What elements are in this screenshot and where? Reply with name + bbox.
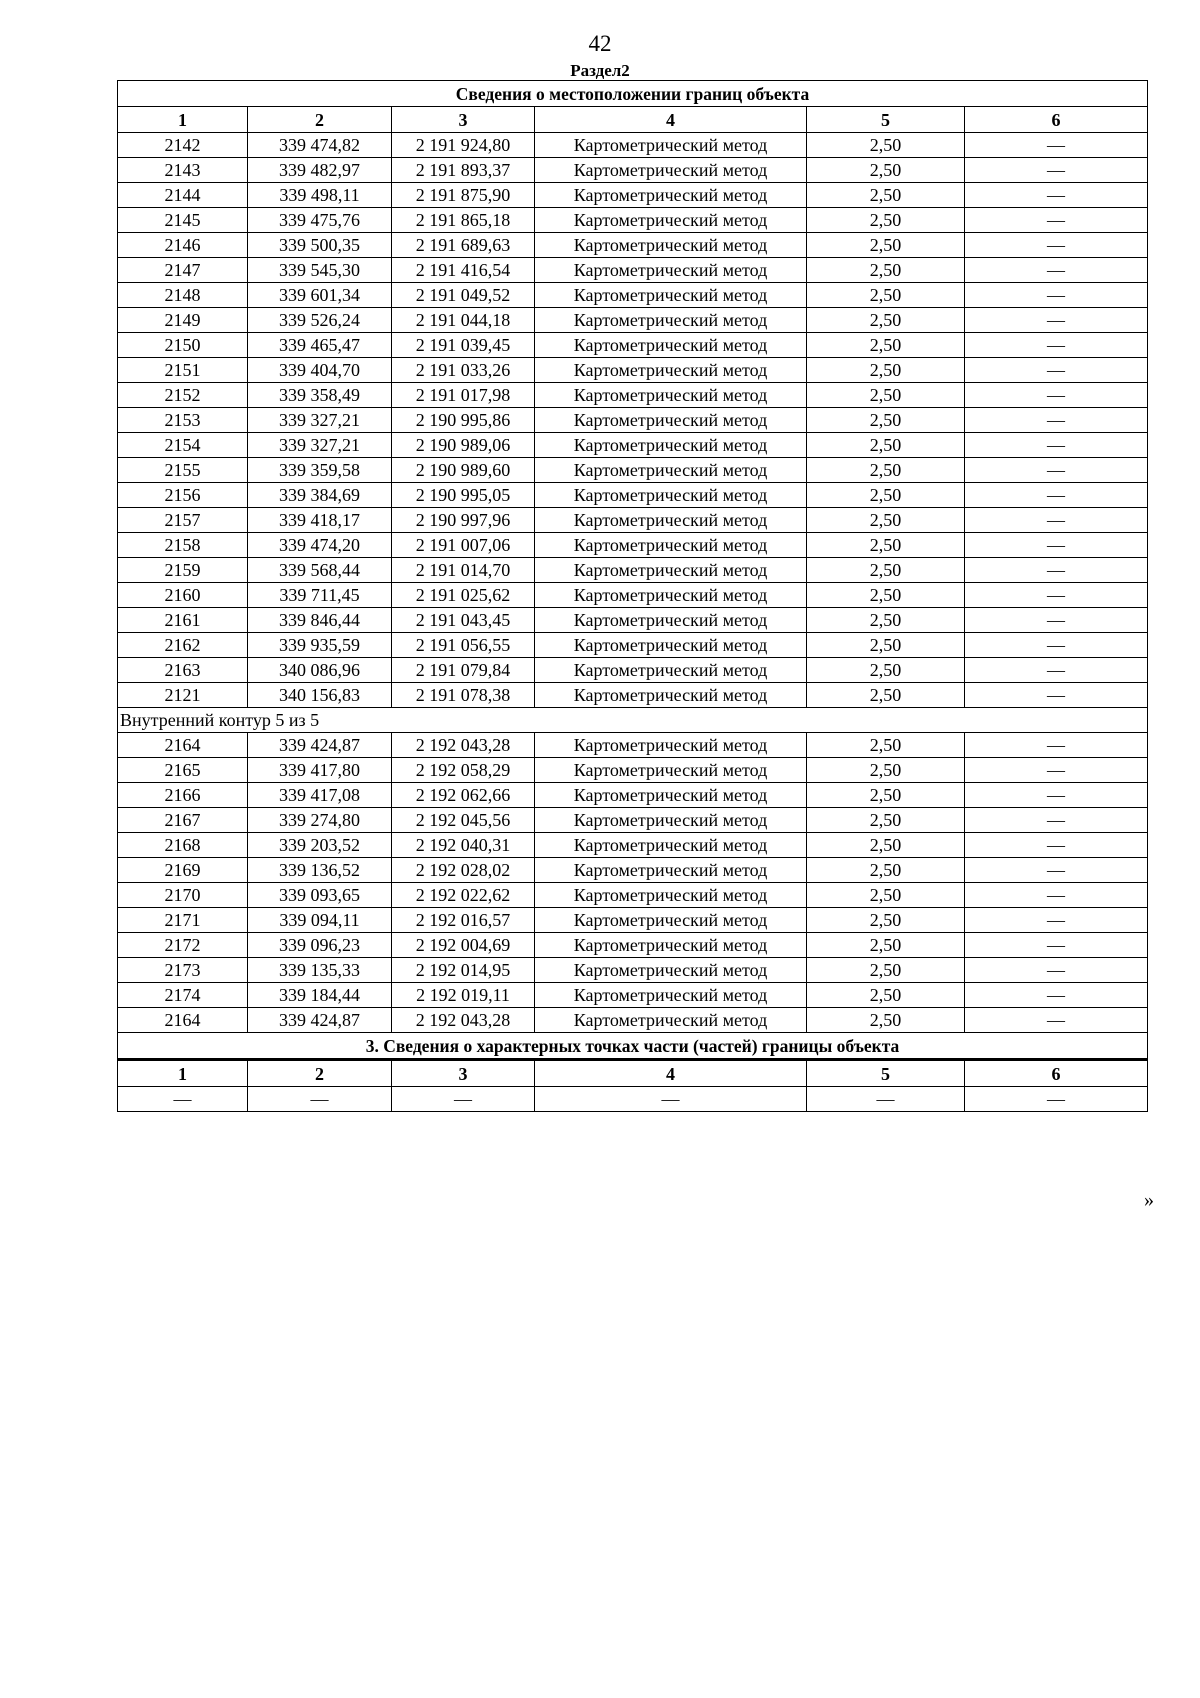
table-cell: 2 191 025,62 [392,583,535,608]
table-cell: Картометрический метод [535,458,807,483]
table-cell: Картометрический метод [535,208,807,233]
table-cell: 339 135,33 [248,958,392,983]
table-row [118,733,1148,758]
column-header: 1 [118,1060,248,1087]
table-cell: 2,50 [807,533,965,558]
table-cell: 2164 [118,1008,248,1033]
table-cell: 2 192 019,11 [392,983,535,1008]
table-title: Сведения о местоположении границ объекта [118,81,1148,107]
table-cell: 2163 [118,658,248,683]
table-cell: — [965,858,1148,883]
table-row [118,383,1148,408]
table-cell: — [535,1087,807,1112]
contour-label: Внутренний контур 5 из 5 [118,708,1148,733]
table-cell: 2,50 [807,508,965,533]
table-cell: 2 191 893,37 [392,158,535,183]
table-cell: 2173 [118,958,248,983]
table-cell: 2 191 007,06 [392,533,535,558]
column-header: 2 [248,107,392,133]
table-cell: Картометрический метод [535,658,807,683]
section3-title: 3. Сведения о характерных точках части (частей) границы объекта [118,1033,1148,1060]
table-title-row [118,81,1148,107]
table-cell: Картометрический метод [535,383,807,408]
table-cell: 2,50 [807,283,965,308]
table-cell: — [248,1087,392,1112]
table-cell: 2,50 [807,258,965,283]
table-cell: Картометрический метод [535,408,807,433]
table-cell: 339 417,08 [248,783,392,808]
table-cell: — [965,183,1148,208]
table-row [118,758,1148,783]
table-cell: 339 094,11 [248,908,392,933]
table-cell: 2,50 [807,133,965,158]
table-cell: — [965,508,1148,533]
table-cell: 339 568,44 [248,558,392,583]
table-row [118,308,1148,333]
table-cell: 2,50 [807,908,965,933]
table-cell: — [807,1087,965,1112]
table-cell: 2 192 058,29 [392,758,535,783]
table-cell: — [965,983,1148,1008]
table-row [118,583,1148,608]
column-header: 5 [807,1060,965,1087]
column-header: 4 [535,107,807,133]
table-cell: 2,50 [807,883,965,908]
table-cell: 2161 [118,608,248,633]
table-cell: 2 191 078,38 [392,683,535,708]
table-cell: Картометрический метод [535,883,807,908]
table-row [118,933,1148,958]
table-row [118,833,1148,858]
table-cell: — [965,1008,1148,1033]
table-cell: 339 327,21 [248,433,392,458]
table-cell: 339 601,34 [248,283,392,308]
table-cell: 2 191 056,55 [392,633,535,658]
table-cell: — [965,1087,1148,1112]
table-cell: 339 424,87 [248,1008,392,1033]
table-row [118,483,1148,508]
table-cell: 2 192 004,69 [392,933,535,958]
table-row [118,883,1148,908]
column-header: 4 [535,1060,807,1087]
table-cell: 340 086,96 [248,658,392,683]
table-cell: 2164 [118,733,248,758]
table-row [118,858,1148,883]
table-cell: Картометрический метод [535,533,807,558]
table-cell: 339 545,30 [248,258,392,283]
table-row [118,958,1148,983]
table-cell: 339 093,65 [248,883,392,908]
table-cell: 2 191 014,70 [392,558,535,583]
column-header: 2 [248,1060,392,1087]
table-cell: Картометрический метод [535,633,807,658]
table-cell: Картометрический метод [535,133,807,158]
table-cell: 2148 [118,283,248,308]
table-cell: 339 526,24 [248,308,392,333]
table-cell: 339 498,11 [248,183,392,208]
table-row [118,533,1148,558]
table-cell: 2174 [118,983,248,1008]
table-cell: 2 190 989,60 [392,458,535,483]
table-cell: 2,50 [807,983,965,1008]
table-cell: 2168 [118,833,248,858]
table-cell: 2,50 [807,558,965,583]
column-header: 1 [118,107,248,133]
table-cell: 2,50 [807,933,965,958]
table-cell: 2146 [118,233,248,258]
boundary-table [117,80,1148,1112]
table-cell: — [965,833,1148,858]
table-cell: 2,50 [807,633,965,658]
table-cell: — [965,308,1148,333]
table-cell: Картометрический метод [535,233,807,258]
column-header: 3 [392,1060,535,1087]
table-cell: — [965,533,1148,558]
table-cell: 2171 [118,908,248,933]
table-cell: 339 136,52 [248,858,392,883]
table-cell: — [965,483,1148,508]
table-cell: 2,50 [807,158,965,183]
table-row [118,683,1148,708]
table-cell: 339 474,20 [248,533,392,558]
table-row [118,133,1148,158]
table-cell: 2160 [118,583,248,608]
table-cell: — [118,1087,248,1112]
table-cell: 2 191 865,18 [392,208,535,233]
table-cell: 2162 [118,633,248,658]
table-cell: 2121 [118,683,248,708]
table-cell: — [965,883,1148,908]
table-cell: 2145 [118,208,248,233]
table-cell: 2,50 [807,208,965,233]
table-cell: Картометрический метод [535,958,807,983]
table-cell: Картометрический метод [535,858,807,883]
table-cell: — [965,383,1148,408]
table-cell: Картометрический метод [535,508,807,533]
table-cell: 2,50 [807,808,965,833]
table-cell: 2 192 028,02 [392,858,535,883]
table-cell: — [965,683,1148,708]
table-cell: 339 474,82 [248,133,392,158]
table-cell: 2 192 040,31 [392,833,535,858]
table-cell: 2158 [118,533,248,558]
contour-row [118,708,1148,733]
table-cell: 2 192 043,28 [392,733,535,758]
table-cell: 2 192 016,57 [392,908,535,933]
table-cell: — [965,233,1148,258]
table-cell: 2 192 043,28 [392,1008,535,1033]
column-header: 6 [965,107,1148,133]
table-cell: — [965,758,1148,783]
table-cell: 2 190 997,96 [392,508,535,533]
table-cell: — [965,258,1148,283]
table-cell: Картометрический метод [535,908,807,933]
table-row [118,658,1148,683]
table-row [118,433,1148,458]
table-cell: — [392,1087,535,1112]
table-cell: 2154 [118,433,248,458]
table-cell: 339 475,76 [248,208,392,233]
table-cell: 339 327,21 [248,408,392,433]
table-row [118,233,1148,258]
table-cell: — [965,583,1148,608]
table-cell: 2,50 [807,483,965,508]
table-cell: 2152 [118,383,248,408]
table-cell: 339 424,87 [248,733,392,758]
table-cell: 339 384,69 [248,483,392,508]
table-cell: 339 465,47 [248,333,392,358]
table-row [118,983,1148,1008]
table-cell: — [965,358,1148,383]
table-cell: 2 192 014,95 [392,958,535,983]
section-label: Раздел2 [570,61,630,80]
table-cell: Картометрический метод [535,1008,807,1033]
table-cell: 2 190 995,05 [392,483,535,508]
section3-header-row [118,1060,1148,1087]
table-row [118,333,1148,358]
table-cell: 2,50 [807,308,965,333]
table-cell: Картометрический метод [535,183,807,208]
table-cell: 2 191 416,54 [392,258,535,283]
table-cell: 2,50 [807,833,965,858]
table-cell: Картометрический метод [535,933,807,958]
table-row [118,208,1148,233]
table-cell: 2,50 [807,758,965,783]
table-cell: — [965,133,1148,158]
table-cell: 339 846,44 [248,608,392,633]
table-cell: — [965,408,1148,433]
table-cell: 339 184,44 [248,983,392,1008]
table-cell: — [965,608,1148,633]
table-cell: 2,50 [807,1008,965,1033]
table-row [118,258,1148,283]
table-cell: — [965,333,1148,358]
table-cell: 339 404,70 [248,358,392,383]
table-cell: 2153 [118,408,248,433]
table-cell: 2165 [118,758,248,783]
table-cell: 2,50 [807,458,965,483]
table-cell: 339 500,35 [248,233,392,258]
table-cell: Картометрический метод [535,308,807,333]
table-cell: 339 418,17 [248,508,392,533]
table-row [118,558,1148,583]
table-cell: — [965,908,1148,933]
table-cell: 339 274,80 [248,808,392,833]
table-cell: Картометрический метод [535,483,807,508]
table-cell: — [965,558,1148,583]
table-cell: Картометрический метод [535,433,807,458]
table-cell: 2 191 033,26 [392,358,535,383]
table-row [118,358,1148,383]
column-header: 3 [392,107,535,133]
table-cell: Картометрический метод [535,583,807,608]
table-cell: Картометрический метод [535,358,807,383]
column-header: 5 [807,107,965,133]
table-cell: 2,50 [807,583,965,608]
table-cell: 2,50 [807,433,965,458]
table-cell: Картометрический метод [535,683,807,708]
closing-quote: » [1144,1189,1154,1211]
table-cell: 2 191 043,45 [392,608,535,633]
table-cell: 2,50 [807,183,965,208]
section3-title-row [118,1033,1148,1060]
table-cell: 2 191 689,63 [392,233,535,258]
table-cell: Картометрический метод [535,833,807,858]
table-cell: — [965,283,1148,308]
table-cell: 2 190 995,86 [392,408,535,433]
table-row [118,158,1148,183]
table-row [118,1008,1148,1033]
table-cell: — [965,633,1148,658]
table-cell: 2 191 017,98 [392,383,535,408]
table-cell: 2 191 049,52 [392,283,535,308]
table-cell: 2156 [118,483,248,508]
table-cell: Картометрический метод [535,808,807,833]
table-cell: 2155 [118,458,248,483]
table-cell: — [965,933,1148,958]
table-cell: Картометрический метод [535,558,807,583]
table-cell: 2,50 [807,783,965,808]
table-cell: Картометрический метод [535,258,807,283]
table-cell: 2150 [118,333,248,358]
table-cell: Картометрический метод [535,758,807,783]
table-row [118,908,1148,933]
table-cell: 2 192 045,56 [392,808,535,833]
table-cell: 2,50 [807,608,965,633]
table-cell: Картометрический метод [535,733,807,758]
table-cell: 339 482,97 [248,158,392,183]
table-cell: Картометрический метод [535,983,807,1008]
table-cell: 2167 [118,808,248,833]
table-cell: 2142 [118,133,248,158]
table-row [118,183,1148,208]
table-row [118,808,1148,833]
table-cell: — [965,958,1148,983]
table-cell: 2 192 022,62 [392,883,535,908]
boundary-table-body [118,81,1148,1112]
table-cell: Картометрический метод [535,333,807,358]
table-cell: — [965,158,1148,183]
table-cell: Картометрический метод [535,783,807,808]
table-row [118,408,1148,433]
table-cell: 2147 [118,258,248,283]
table-row [118,1087,1148,1112]
table-cell: 340 156,83 [248,683,392,708]
table-cell: 339 935,59 [248,633,392,658]
table-cell: 2 191 875,90 [392,183,535,208]
table-cell: 2,50 [807,658,965,683]
header-row [118,107,1148,133]
table-cell: 2 191 039,45 [392,333,535,358]
table-cell: Картометрический метод [535,283,807,308]
table-cell: — [965,458,1148,483]
table-cell: 2 191 044,18 [392,308,535,333]
table-cell: 2,50 [807,858,965,883]
table-row [118,783,1148,808]
table-row [118,458,1148,483]
table-cell: 2,50 [807,333,965,358]
table-cell: 2 191 924,80 [392,133,535,158]
table-cell: 339 096,23 [248,933,392,958]
page-number: 42 [588,31,612,56]
table-cell: 2 191 079,84 [392,658,535,683]
table-cell: — [965,433,1148,458]
table-cell: 339 359,58 [248,458,392,483]
table-cell: 339 711,45 [248,583,392,608]
table-cell: 2,50 [807,408,965,433]
table-cell: 2,50 [807,383,965,408]
table-cell: 339 417,80 [248,758,392,783]
table-cell: 2 190 989,06 [392,433,535,458]
table-cell: 2172 [118,933,248,958]
table-cell: 2151 [118,358,248,383]
table-cell: 2144 [118,183,248,208]
table-cell: Картометрический метод [535,158,807,183]
table-cell: 2143 [118,158,248,183]
table-cell: — [965,208,1148,233]
table-cell: 2170 [118,883,248,908]
table-cell: 2,50 [807,358,965,383]
table-cell: 339 358,49 [248,383,392,408]
table-cell: — [965,783,1148,808]
table-cell: — [965,808,1148,833]
table-cell: 2,50 [807,233,965,258]
table-cell: 2,50 [807,958,965,983]
table-cell: — [965,658,1148,683]
table-row [118,283,1148,308]
table-cell: 2157 [118,508,248,533]
table-row [118,608,1148,633]
table-cell: Картометрический метод [535,608,807,633]
table-cell: 2166 [118,783,248,808]
table-cell: 2,50 [807,733,965,758]
table-cell: 2 192 062,66 [392,783,535,808]
table-cell: — [965,733,1148,758]
table-cell: 2149 [118,308,248,333]
table-row [118,508,1148,533]
table-cell: 2,50 [807,683,965,708]
table-cell: 2169 [118,858,248,883]
table-cell: 339 203,52 [248,833,392,858]
column-header: 6 [965,1060,1148,1087]
table-row [118,633,1148,658]
table-cell: 2159 [118,558,248,583]
